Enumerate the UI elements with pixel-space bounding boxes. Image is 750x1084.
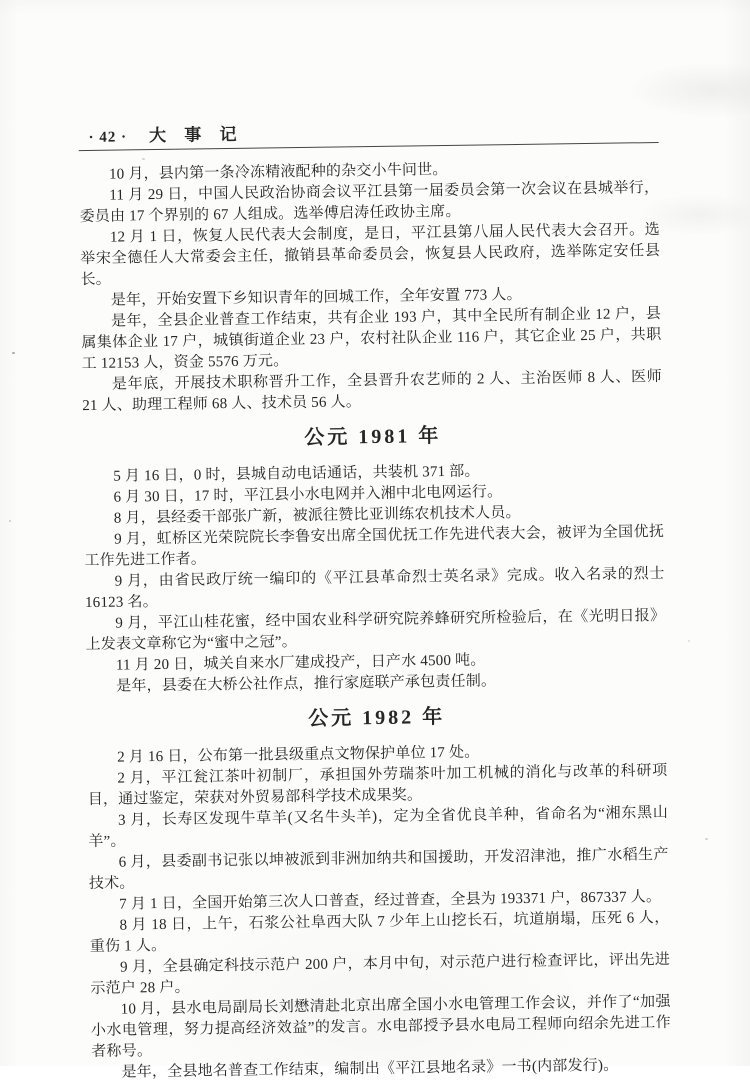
chronicle-paragraph: 2 月，平江瓮江茶叶初制厂，承担国外劳瑞茶叶加工机械的消化与改革的科研项目，通过鉴定，荣获对外贸易部科学技术成果奖。 [87,762,668,809]
chronicle-paragraph: 7 月 1 日，全国开始第三次人口普查，经过普查，全县为 193371 户，867337 人。 [119,889,662,913]
chronicle-paragraph: 11 月 20 日，城关自来水厂建成投产，日产水 4500 吨。 [115,652,486,674]
chronicle-paragraph: 9 月，虹桥区光荣院院长李鲁安出席全国优抚工作先进代表大会，被评为全国优抚工作先进工作者。 [84,523,665,570]
chronicle-paragraph: 10 月，县水电局副局长刘懋清赴北京出席全国小水电管理工作会议，并作了“加强小水电管理，努力提高经济效益”的发言。水电部授予县水电局工程师向绍余先进工作者称号。 [90,993,672,1061]
chronicle-paragraph: 8 月 18 日，上午，石浆公社阜西大队 7 少年上山挖长石，坑道崩塌，压死 6 人，重伤 1 人。 [89,909,670,956]
chronicle-paragraph: 11 月 29 日，中国人民政治协商会议平江县第一届委员会第一次会议在县城举行，委员由 17 个界别的 67 人组成。选举傅启涛任政协主席。 [79,179,660,226]
page-content [78,114,671,1084]
chronicle-paragraph: 是年，全县地名普查工作结束，编制出《平江县地名录》一书(内部发行)。 [121,1057,619,1081]
chronicle-paragraph: 是年，全县企业普查工作结束，共有企业 193 户，其中全民所有制企业 12 户，县属集体企业 17 户，城镇街道企业 23 户，农村社队企业 116 户，其它企业 25 户，共职工 12153 人，资金 5576 万元。 [81,305,662,373]
chronicle-body [79,157,672,1084]
chronicle-paragraph: 9 月，全县确定科技示范户 200 户，本月中旬，对示范户进行检查评比，评出先进示范户 28 户。 [90,951,671,998]
scan-speck [12,352,15,354]
scan-speck [688,640,690,642]
page-header [78,114,658,144]
scan-speck [705,838,708,840]
chronicle-paragraph: 是年，开始安置下乡知识青年的回城工作，全年安置 773 人。 [110,286,522,309]
chronicle-paragraph: 2 月 16 日，公布第一批县级重点文物保护单位 17 处。 [117,744,480,766]
chronicle-paragraph: 12 月 1 日，恢复人民代表大会制度，是日，平江县第八届人民代表大会召开。选举宋全德任人大常委会主任，撤销县革命委员会，恢复县人民政府，选举陈定安任县长。 [80,221,661,289]
scan-speck [9,520,11,522]
year-heading: 公元 1981 年 [304,425,442,449]
chronicle-paragraph: 是年底，开展技术职称晋升工作，全县晋升农艺师的 2 人、主治医师 8 人、医师 21 人、助理工程师 68 人、技术员 56 人。 [82,368,663,415]
chronicle-paragraph: 5 月 16 日，0 时，县城自动电话通话，共装机 371 部。 [113,463,480,485]
chronicle-paragraph: 9 月，平江山桂花蜜，经中国农业科学研究院养蜂研究所检验后，在《光明日报》上发表文章称它为“蜜中之冠”。 [85,607,666,654]
chronicle-paragraph: 是年，县委在大桥公社作点，推行家庭联产承包责任制。 [116,673,497,695]
running-title: 大 事 记 [148,124,244,146]
chronicle-paragraph: 10 月，县内第一条冷冻精液配种的杂交小牛问世。 [108,161,448,183]
chronicle-paragraph: 6 月 30 日，17 时，平江县小水电网并入湘中北电网运行。 [113,484,503,506]
chronicle-paragraph: 8 月，县经委干部张广新，被派往赞比亚训练农机技术人员。 [113,504,521,527]
page-number: · 42 · [88,129,128,146]
year-heading: 公元 1982 年 [308,706,446,730]
chronicle-paragraph: 3 月，长寿区发现牛草羊(又名牛头羊)，定为全省优良羊种，省命名为“湘东黑山羊”。 [88,804,669,851]
chronicle-paragraph: 9 月，由省民政厅统一编印的《平江县革命烈士英名录》完成。收入名录的烈士 16123 名。 [84,565,665,612]
chronicle-paragraph: 6 月，县委副书记张以坤被派到非洲加纳共和国援助，开发沼津池，推广水稻生产技术。 [88,846,669,893]
